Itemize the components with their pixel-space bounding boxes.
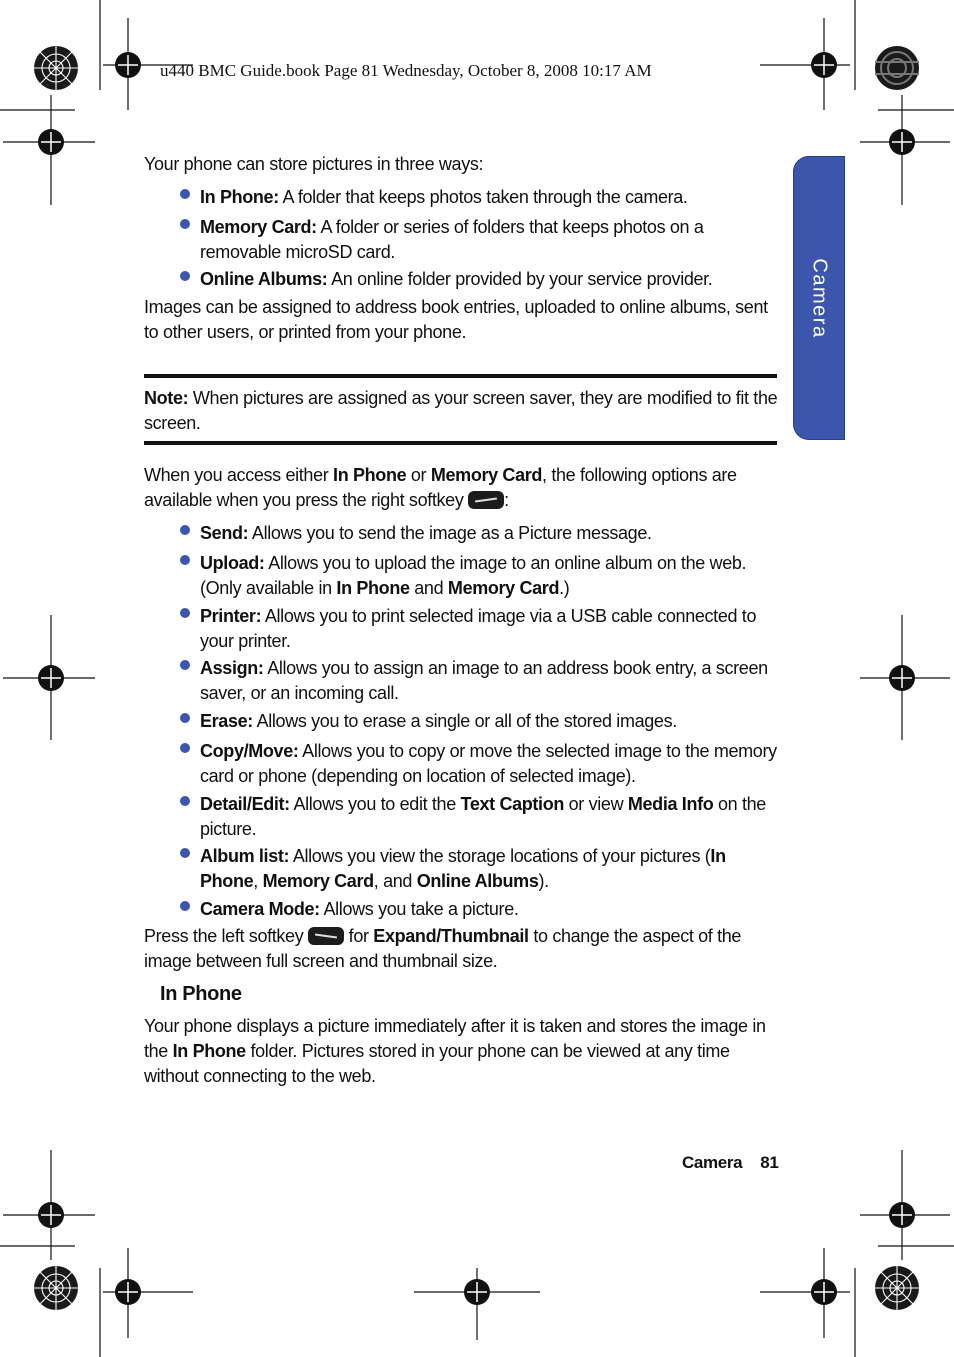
bullet-icon (180, 219, 190, 229)
list-item: Detail/Edit: Allows you to edit the Text Caption or view Media Info on the picture. (180, 792, 784, 842)
images-paragraph: Images can be assigned to address book entries, uploaded to online albums, sent to other users, or printed from your phone. (144, 297, 768, 342)
book-header-line: u440 BMC Guide.book Page 81 Wednesday, October 8, 2008 10:17 AM (160, 61, 652, 80)
bullet-icon (180, 796, 190, 806)
list-item: Erase: Allows you to erase a single or all of the stored images. (180, 709, 784, 734)
bullet-icon (180, 608, 190, 618)
note-block: Note: When pictures are assigned as your screen saver, they are modified to fit the screen. (144, 388, 778, 433)
bullet-icon (180, 189, 190, 199)
bullet-icon (180, 525, 190, 535)
bullet-icon (180, 901, 190, 911)
list-item: Album list: Allows you view the storage locations of your pictures (In Phone, Memory Card, and Online Albums). (180, 844, 784, 894)
section-heading: In Phone (160, 983, 242, 1005)
press-paragraph: Press the left softkey for Expand/Thumbnail to change the aspect of the image between full screen and thumbnail size. (144, 926, 742, 971)
list-item: Send: Allows you to send the image as a Picture message. (180, 521, 784, 546)
right-softkey-icon (468, 491, 504, 509)
bullet-icon (180, 660, 190, 670)
list-item: Camera Mode: Allows you take a picture. (180, 897, 784, 922)
footer-section: Camera (682, 1153, 743, 1172)
chapter-side-tab (793, 156, 845, 440)
intro-paragraph: Your phone can store pictures in three ways: (144, 154, 484, 174)
page-footer (682, 1150, 779, 1175)
list-item: Copy/Move: Allows you to copy or move the selected image to the memory card or phone (depending on location of selected image). (180, 739, 784, 789)
bullet-icon (180, 743, 190, 753)
list-item: Upload: Allows you to upload the image to an online album on the web. (Only available in In Phone and Memory Card.) (180, 551, 784, 601)
chapter-tab-label: Camera (808, 257, 831, 339)
inphone-paragraph: Your phone displays a picture immediately after it is taken and stores the image in the In Phone folder. Pictures stored in your phone can be viewed at any time without connecting to the web. (144, 1016, 766, 1086)
page-number: 81 (760, 1153, 779, 1172)
bullet-icon (180, 713, 190, 723)
note-rule-bottom (144, 441, 777, 445)
bullet-icon (180, 271, 190, 281)
note-rule-top (144, 374, 777, 378)
list-item: Printer: Allows you to print selected image via a USB cable connected to your printer. (180, 604, 784, 654)
bullet-icon (180, 848, 190, 858)
list-item: Memory Card: A folder or series of folders that keeps photos on a removable microSD card. (180, 215, 784, 265)
list-item: In Phone: A folder that keeps photos taken through the camera. (180, 185, 784, 210)
access-paragraph: When you access either In Phone or Memory Card, the following options are available when you press the right softkey : (144, 465, 737, 510)
list-item: Online Albums: An online folder provided by your service provider. (180, 267, 784, 292)
bullet-icon (180, 555, 190, 565)
left-softkey-icon (308, 927, 344, 945)
list-item: Assign: Allows you to assign an image to an address book entry, a screen saver, or an incoming call. (180, 656, 784, 706)
